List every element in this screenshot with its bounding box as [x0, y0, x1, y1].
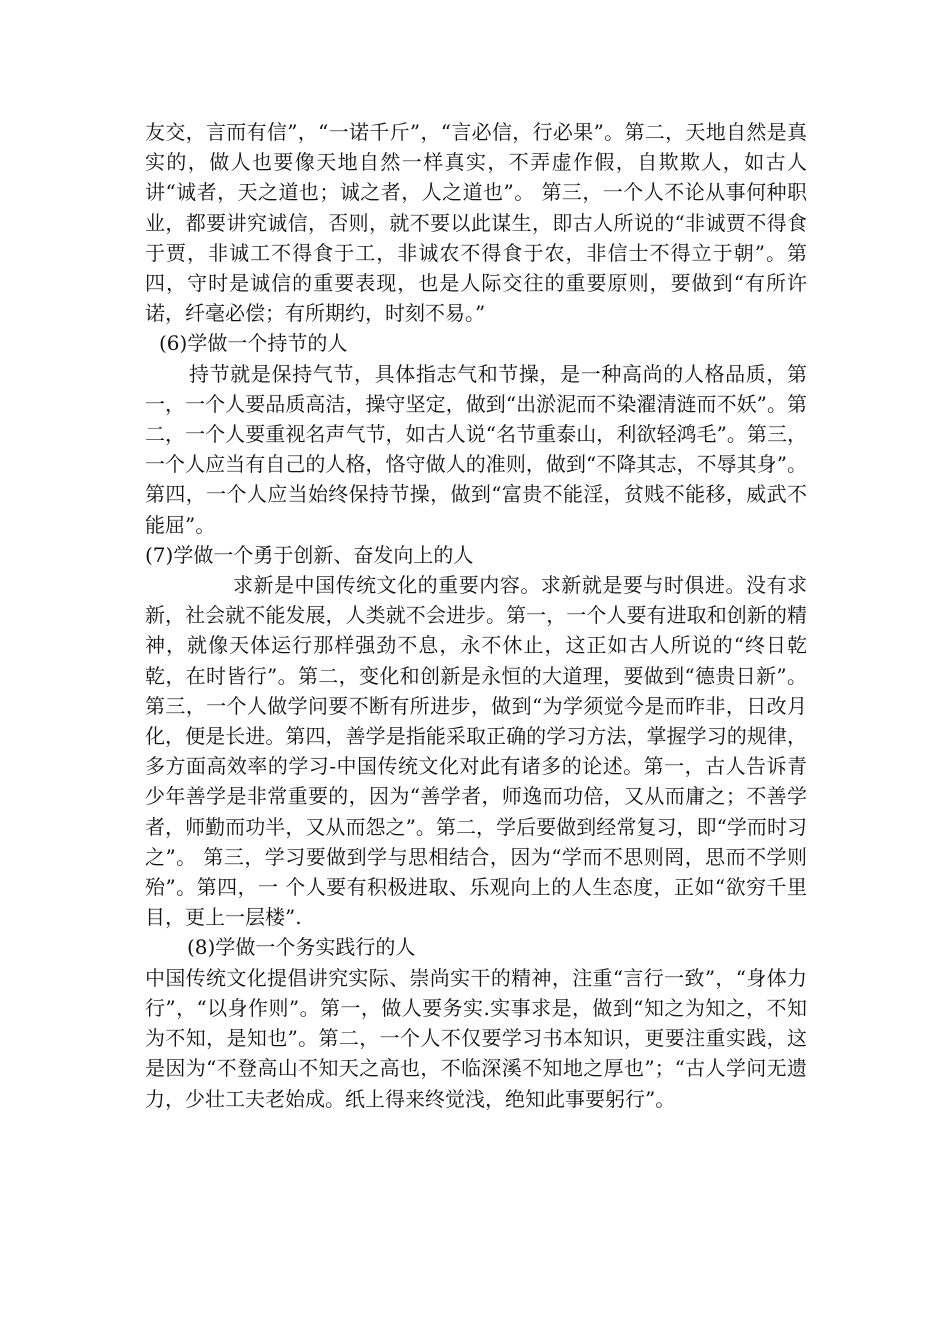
heading-section-6: (6)学做一个持节的人	[159, 331, 348, 356]
paragraph-integrity: 持节就是保持气节，具体指志气和节操，是一种高尚的人格品质，第一，一个人要品质高洁，操守坚定，做到“出淤泥而不染濯清涟而不妖”。第二，一个人要重视名声气节，如古人说“名节重泰山，利欲轻鸿毛”。第三，一个人应当有自己的人格，恪守做人的准则，做到“不降其志，不辱其身”。第四，一个人应当始终保持节操，做到“富贵不能淫，贫贱不能移，威武不能屈”。	[145, 361, 807, 537]
document-page	[145, 117, 807, 1114]
heading-section-7: (7)学做一个勇于创新、奋发向上的人	[145, 542, 474, 567]
heading-section-8: (8)学做一个务实践行的人	[187, 935, 416, 960]
paragraph-practice: 中国传统文化提倡讲究实际、崇尚实干的精神，注重“言行一致”，“身体力行”，“以身作则”。第一，做人要务实.实事求是，做到“知之为知之，不知为不知，是知也”。第二，一个人不仅要学习书本知识，更要注重实践，这是因为“不登高山不知天之高也，不临深溪不知地之厚也”；“古人学问无遗力，少壮工夫老始成。纸上得来终觉浅，绝知此事要躬行”。	[145, 965, 807, 1111]
paragraph-innovation: 求新是中国传统文化的重要内容。求新就是要与时俱进。没有求新，社会就不能发展，人类就不会进步。第一，一个人要有进取和创新的精神，就像天体运行那样强劲不息，永不休止，这正如古人所说的“终日乾乾，在时皆行”。第二，变化和创新是永恒的大道理，要做到“德贵日新”。第三，一个人做学问要不断有所进步，做到“为学须觉今是而昨非，日改月化，便是长进。第四，善学是指能采取正确的学习方法，掌握学习的规律，多方面高效率的学习-中国传统文化对此有诸多的论述。第一，古人告诉青少年善学是非常重要的，因为“善学者，师逸而功倍，又从而庸之；不善学者，师勤而功半，又从而怨之”。第二，学后要做到经常复习，即“学而时习之”。 第三，学习要做到学与思相结合，因为“学而不思则罔，思而不学则殆”。第四，一 个人要有积极进取、乐观向上的人生态度，正如“欲穷千里目，更上一层楼”.	[145, 573, 807, 930]
paragraph-honesty-continued: 友交，言而有信”，“一诺千斤”，“言必信，行必果”。第二，天地自然是真实的，做人也要像天地自然一样真实，不弄虚作假，自欺欺人，如古人讲“诚者，天之道也；诚之者，人之道也”。 第三，一个人不论从事何种职业，都要讲究诚信，否则，就不要以此谋生，即古人所说的“非诚贾不得食于贾，非诚工不得食于工，非诚农不得食于农，非信士不得立于朝”。第四，守时是诚信的重要表现，也是人际交往的重要原则，要做到“有所许诺，纤毫必偿；有所期约，时刻不易。”	[145, 120, 807, 326]
